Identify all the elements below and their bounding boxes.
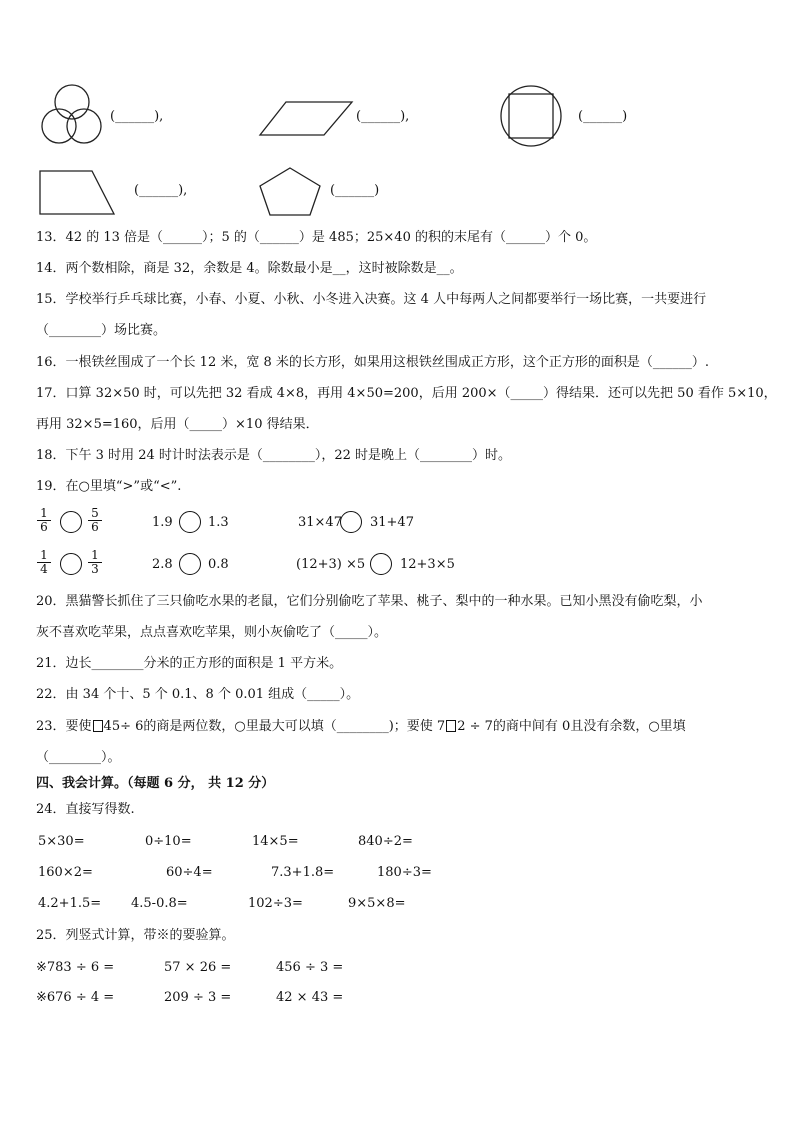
q23-part2: 45÷ 6的商是两位数，○里最大可以填（________)；要使 7 <box>103 719 446 734</box>
fraction-denominator: 6 <box>40 520 48 534</box>
compare-circle-4[interactable] <box>60 553 82 575</box>
question-14: 14．两个数相除，商是 32，余数是 4。除数最小是__，这时被除数是__。 <box>36 261 463 276</box>
question-22: 22．由 34 个十、5 个 0.1、8 个 0.01 组成（_____）。 <box>36 687 360 702</box>
vertical-calc-r1c3: 456 ÷ 3 = <box>276 960 344 975</box>
three-circles-figure <box>40 82 106 150</box>
fraction-numerator: 1 <box>88 549 102 563</box>
vertical-calc-r1c2: 57 × 26 = <box>164 960 232 975</box>
fraction-denominator: 6 <box>91 520 99 534</box>
compare-b-left: 31×47 <box>298 515 342 530</box>
calc-r3c2: 4.5-0.8= <box>131 896 188 911</box>
vertical-calc-r2c2: 209 ÷ 3 = <box>164 990 232 1005</box>
question-13: 13．42 的 13 倍是（______）；5 的（______）是 485；25×40 的积的末尾有（______）个 0。 <box>36 230 597 245</box>
compare-circle-5[interactable] <box>179 553 201 575</box>
compare-circle-1[interactable] <box>60 511 82 533</box>
question-17-line1: 17．口算 32×50 时，可以先把 32 看成 4×8，再用 4×50=200，后用 200×（_____）得结果．还可以先把 50 看作 5×10， <box>36 386 777 401</box>
vertical-calc-r2c1: ※676 ÷ 4 = <box>36 990 115 1005</box>
pentagon-figure <box>256 166 324 218</box>
fraction-denominator: 3 <box>91 562 99 576</box>
calc-r2c4: 180÷3= <box>377 865 432 880</box>
digit-box-1[interactable] <box>93 720 103 732</box>
question-17-line2: 再用 32×5=160，后用（_____）×10 得结果． <box>36 417 319 432</box>
compare-circle-6[interactable] <box>370 553 392 575</box>
compare-circle-2[interactable] <box>179 511 201 533</box>
fraction-denominator: 4 <box>40 562 48 576</box>
right-trapezoid-figure <box>38 169 116 216</box>
digit-box-2[interactable] <box>446 720 456 732</box>
compare-b-right: 31+47 <box>370 515 414 530</box>
question-24: 24．直接写得数. <box>36 802 135 817</box>
fraction-1-3 <box>88 549 102 576</box>
vertical-calc-r1c1: ※783 ÷ 6 = <box>36 960 115 975</box>
question-16: 16．一根铁丝围成了一个长 12 米，宽 8 米的长方形，如果用这根铁丝围成正方形，这个正方形的面积是（______）. <box>36 355 710 370</box>
question-20-line1: 20．黑猫警长抓住了三只偷吃水果的老鼠，它们分别偷吃了苹果、桃子、梨中的一种水果。已知小黑没有偷吃梨，小 <box>36 594 703 609</box>
compare-d-left: (12+3) ×5 <box>296 557 366 572</box>
calc-r2c1: 160×2= <box>38 865 93 880</box>
shape3-answer-blank: (______) <box>578 109 628 124</box>
compare-c-right: 0.8 <box>208 557 229 572</box>
square-in-circle-figure <box>499 83 563 149</box>
question-18: 18．下午 3 时用 24 时计时法表示是（________），22 时是晚上（________）时。 <box>36 448 512 463</box>
q23-part3: 2 ÷ 7的商中间有 0且没有余数，○里填 <box>457 719 686 734</box>
q23-part1: 23．要使 <box>36 719 92 734</box>
calc-r1c4: 840÷2= <box>358 834 413 849</box>
question-23-line2: （________）。 <box>36 750 121 765</box>
calc-r2c3: 7.3+1.8= <box>271 865 335 880</box>
shape4-answer-blank: (______), <box>134 183 188 198</box>
fraction-1-6 <box>37 507 51 534</box>
compare-a-left: 1.9 <box>152 515 173 530</box>
fraction-numerator: 1 <box>37 549 51 563</box>
fraction-1-4 <box>37 549 51 576</box>
question-20-line2: 灰不喜欢吃苹果，点点喜欢吃苹果，则小灰偷吃了（_____）。 <box>36 625 388 640</box>
question-25: 25．列竖式计算，带※的要验算。 <box>36 928 235 943</box>
calc-r1c1: 5×30= <box>38 834 85 849</box>
calc-r1c2: 0÷10= <box>145 834 192 849</box>
calc-r2c2: 60÷4= <box>166 865 213 880</box>
question-23-line1 <box>36 719 686 735</box>
calc-r3c1: 4.2+1.5= <box>38 896 102 911</box>
question-19: 19．在○里填“>”或“<”. <box>36 479 182 494</box>
parallelogram-figure <box>258 100 354 138</box>
compare-d-right: 12+3×5 <box>400 557 455 572</box>
shape5-answer-blank: (______) <box>330 183 380 198</box>
compare-circle-3[interactable] <box>340 511 362 533</box>
calc-r3c4: 9×5×8= <box>348 896 406 911</box>
fraction-numerator: 1 <box>37 507 51 521</box>
calc-r1c3: 14×5= <box>252 834 299 849</box>
compare-a-right: 1.3 <box>208 515 229 530</box>
question-15-line1: 15．学校举行乒乓球比赛，小春、小夏、小秋、小冬进入决赛。这 4 人中每两人之间都要举行一场比赛，一共要进行 <box>36 292 707 307</box>
question-21: 21．边长________分米的正方形的面积是 1 平方米。 <box>36 656 343 671</box>
compare-c-left: 2.8 <box>152 557 173 572</box>
shape2-answer-blank: (______), <box>356 109 410 124</box>
fraction-numerator: 5 <box>88 507 102 521</box>
calc-r3c3: 102÷3= <box>248 896 303 911</box>
shape1-answer-blank: (______), <box>110 109 164 124</box>
question-15-line2: （________）场比赛。 <box>36 323 167 338</box>
vertical-calc-r2c3: 42 × 43 = <box>276 990 344 1005</box>
section-4-heading: 四、我会计算。（每题 6 分， 共 12 分） <box>36 776 275 791</box>
fraction-5-6 <box>88 507 102 534</box>
